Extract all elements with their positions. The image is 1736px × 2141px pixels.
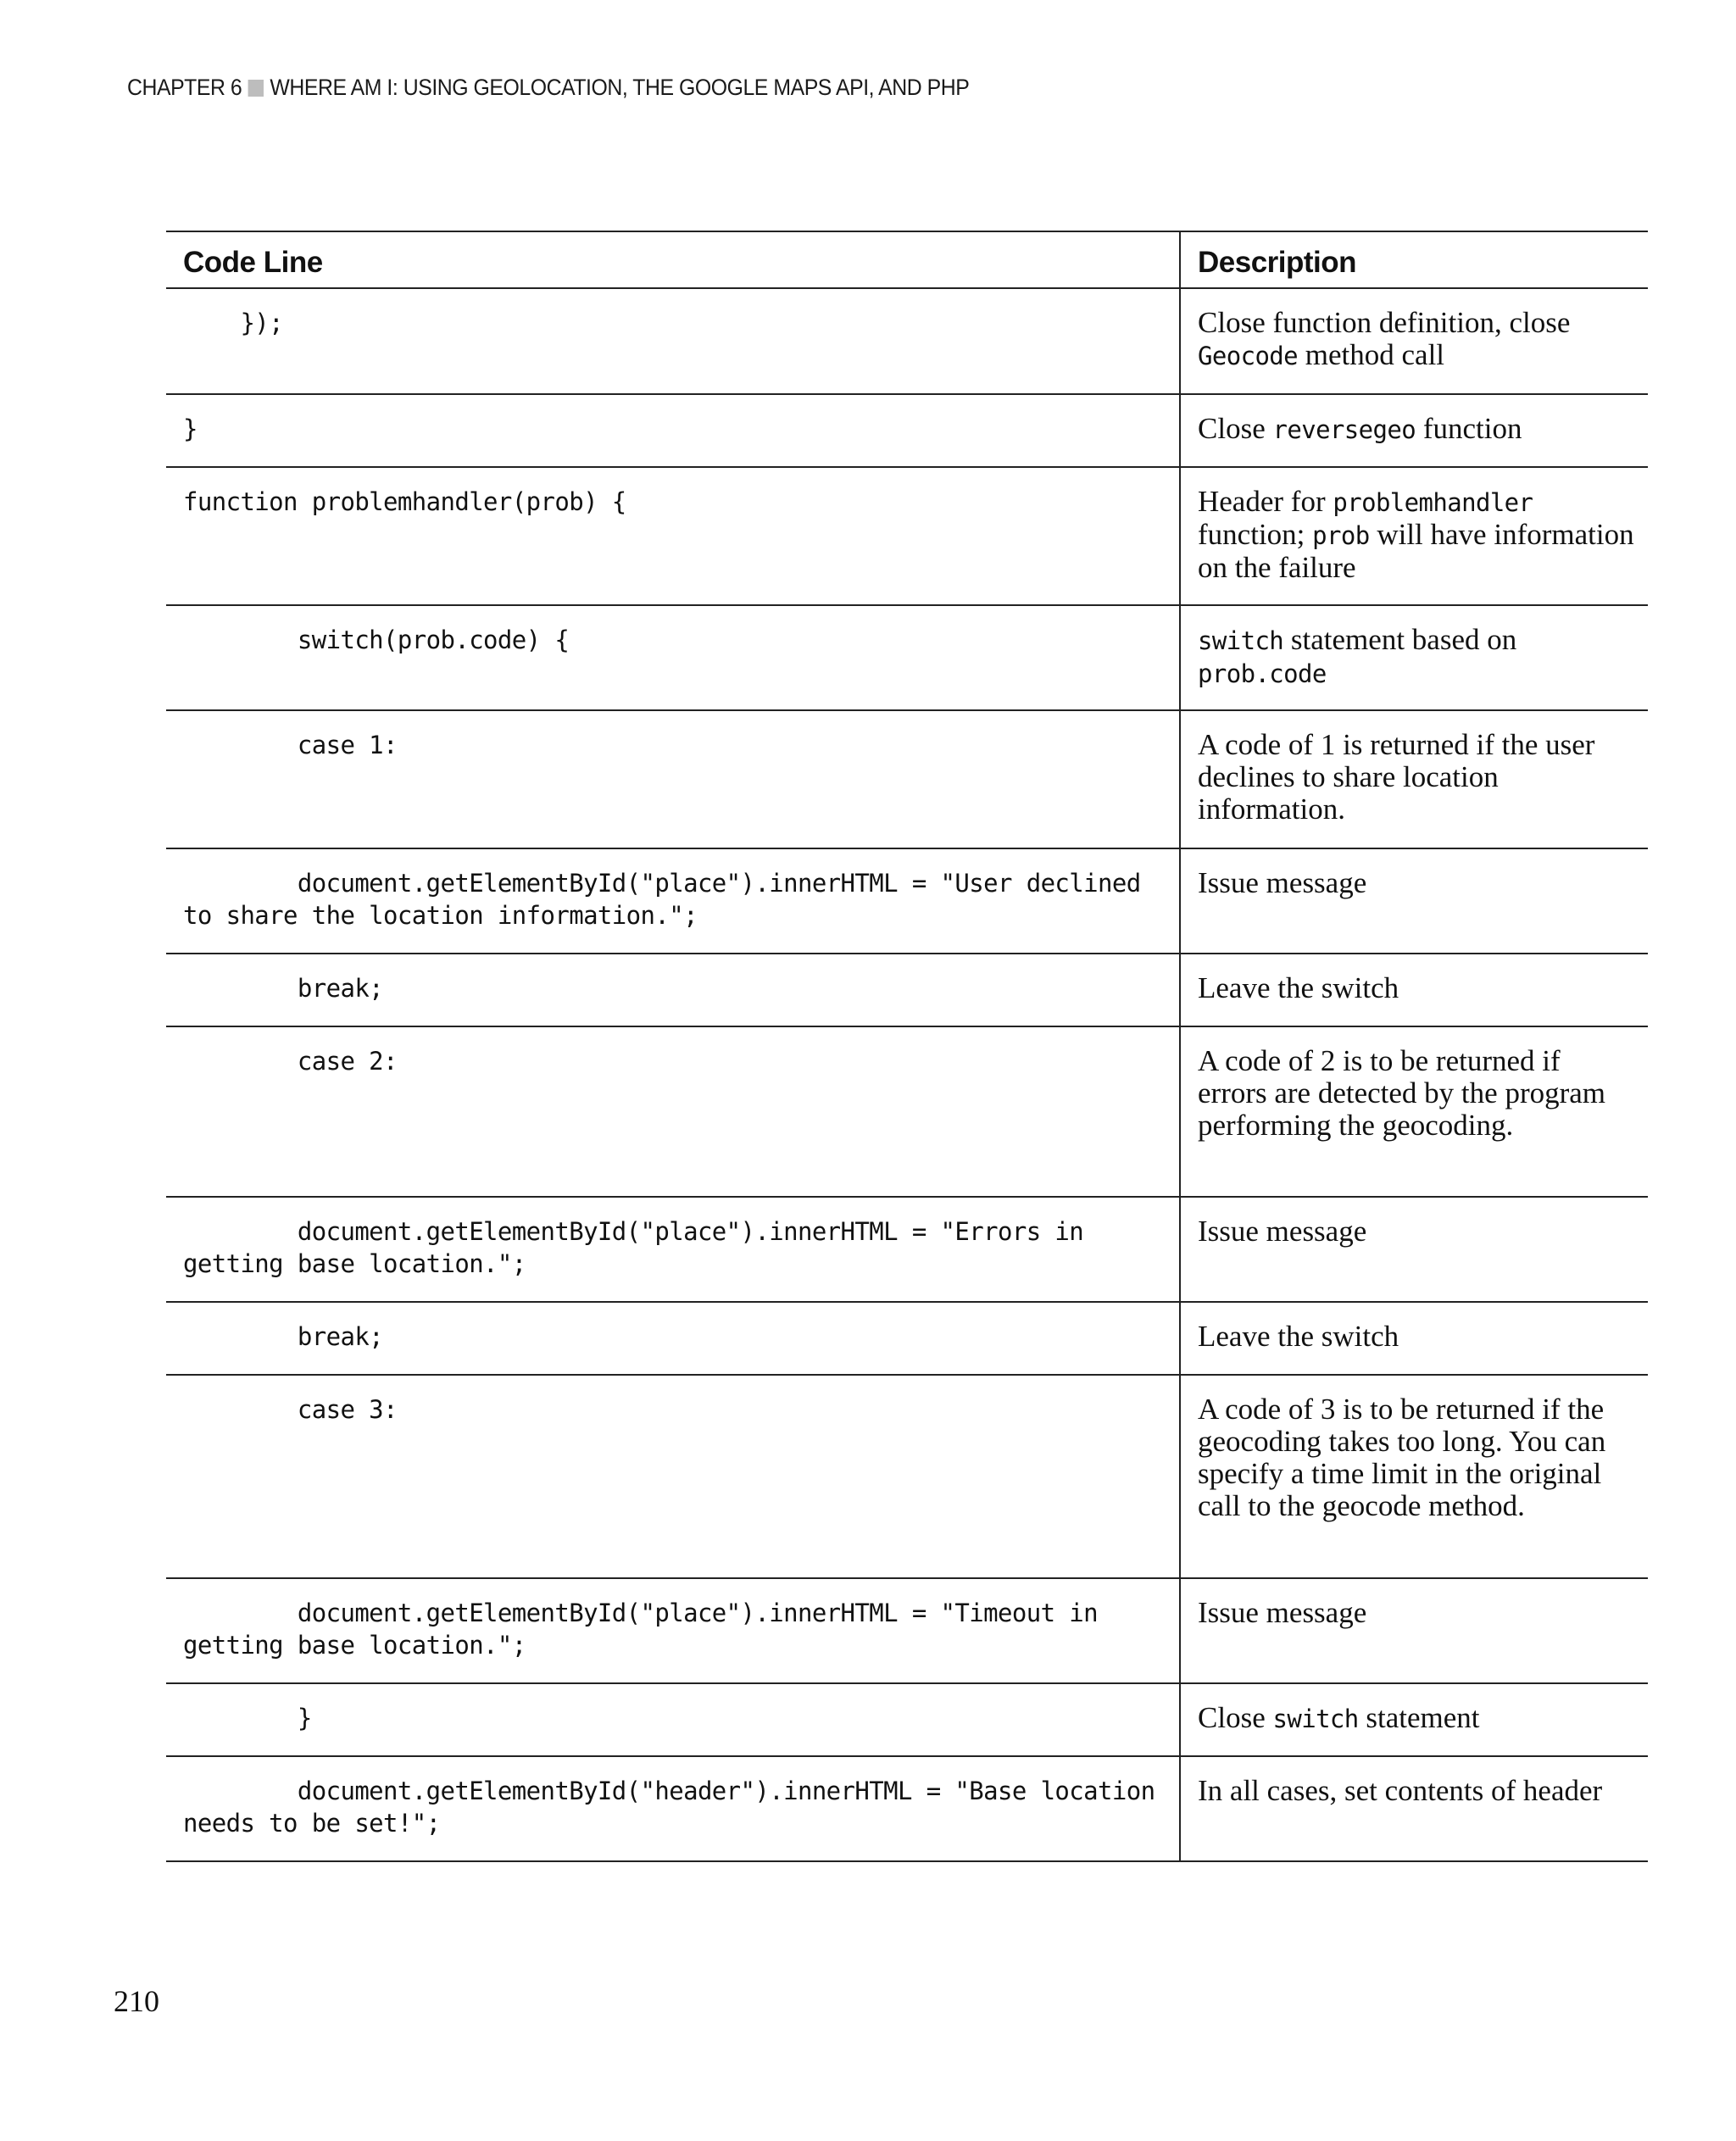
table-row	[166, 848, 1648, 954]
inline-code: switch	[1272, 1704, 1359, 1733]
description-cell	[1180, 1302, 1648, 1375]
description-cell	[1180, 1578, 1648, 1683]
description-text: Close	[1198, 412, 1273, 445]
table-row	[166, 467, 1648, 605]
table-row	[166, 394, 1648, 467]
running-head	[127, 75, 969, 101]
description-cell	[1180, 467, 1648, 605]
table-row	[166, 1302, 1648, 1375]
table-row	[166, 605, 1648, 710]
table-body	[166, 288, 1648, 1861]
description-text: statement	[1358, 1701, 1480, 1734]
description-text: A code of 3 is to be returned if the geocoding takes too long. You can specify a time limit in the original call to the geocode method.	[1198, 1393, 1606, 1522]
separator-square-icon	[248, 80, 264, 97]
code-line-cell: }	[166, 1683, 1180, 1756]
description-text: Close function definition, close	[1198, 306, 1571, 339]
table-row	[166, 1683, 1648, 1756]
inline-code: reversegeo	[1272, 415, 1416, 444]
description-text: statement based on	[1283, 623, 1517, 656]
description-cell	[1180, 1683, 1648, 1756]
table-row	[166, 954, 1648, 1026]
table-header-row	[166, 231, 1648, 288]
description-text: method call	[1298, 338, 1445, 371]
column-header-code-line: Code Line	[166, 231, 1180, 288]
code-line-cell: break;	[166, 1302, 1180, 1375]
description-text: function;	[1198, 518, 1313, 551]
chapter-title: WHERE AM I: USING GEOLOCATION, THE GOOGLE MAPS API, AND PHP	[270, 75, 970, 100]
description-text: function	[1416, 412, 1522, 445]
code-line-cell: });	[166, 288, 1180, 394]
description-text: Issue message	[1198, 1215, 1367, 1248]
code-line-cell: document.getElementById("place").innerHTML = "User declined to share the location information.";	[166, 848, 1180, 954]
description-text: A code of 2 is to be returned if errors are detected by the program performing the geocoding.	[1198, 1044, 1606, 1142]
description-cell	[1180, 1026, 1648, 1197]
description-cell	[1180, 394, 1648, 467]
code-description-table	[166, 231, 1648, 1862]
description-cell	[1180, 1756, 1648, 1861]
table-row	[166, 1578, 1648, 1683]
description-cell	[1180, 954, 1648, 1026]
page-number: 210	[114, 1984, 159, 2018]
table-row	[166, 710, 1648, 848]
code-line-cell: document.getElementById("place").innerHTML = "Errors in getting base location.";	[166, 1197, 1180, 1302]
description-text: Leave the switch	[1198, 1320, 1399, 1353]
description-text: Header for	[1198, 485, 1333, 518]
code-line-cell: function problemhandler(prob) {	[166, 467, 1180, 605]
description-text: will have information on the failure	[1198, 518, 1634, 584]
column-header-description: Description	[1180, 231, 1648, 288]
inline-code: Geocode	[1198, 342, 1299, 370]
description-text: A code of 1 is returned if the user declines to share location information.	[1198, 728, 1595, 826]
description-cell	[1180, 1197, 1648, 1302]
description-cell	[1180, 605, 1648, 710]
description-cell	[1180, 1375, 1648, 1578]
code-line-cell: switch(prob.code) {	[166, 605, 1180, 710]
table-row	[166, 1375, 1648, 1578]
description-text: Issue message	[1198, 1596, 1367, 1629]
code-line-cell: document.getElementById("place").innerHTML = "Timeout in getting base location.";	[166, 1578, 1180, 1683]
description-text: Close	[1198, 1701, 1273, 1734]
description-text: In all cases, set contents of header	[1198, 1774, 1603, 1807]
code-line-cell: case 1:	[166, 710, 1180, 848]
inline-code: prob	[1312, 521, 1370, 550]
table-row	[166, 1197, 1648, 1302]
description-text: Leave the switch	[1198, 971, 1399, 1004]
chapter-label: CHAPTER 6	[127, 75, 242, 100]
description-text: Issue message	[1198, 866, 1367, 899]
table-row	[166, 288, 1648, 394]
description-cell	[1180, 288, 1648, 394]
code-line-cell: case 2:	[166, 1026, 1180, 1197]
description-cell	[1180, 710, 1648, 848]
description-cell	[1180, 848, 1648, 954]
code-line-cell: document.getElementById("header").innerHTML = "Base location needs to be set!";	[166, 1756, 1180, 1861]
inline-code: problemhandler	[1333, 488, 1533, 517]
table-row	[166, 1026, 1648, 1197]
inline-code: prob.code	[1198, 659, 1327, 688]
table-row	[166, 1756, 1648, 1861]
code-line-cell: break;	[166, 954, 1180, 1026]
code-line-cell: case 3:	[166, 1375, 1180, 1578]
code-line-cell: }	[166, 394, 1180, 467]
inline-code: switch	[1198, 626, 1284, 655]
